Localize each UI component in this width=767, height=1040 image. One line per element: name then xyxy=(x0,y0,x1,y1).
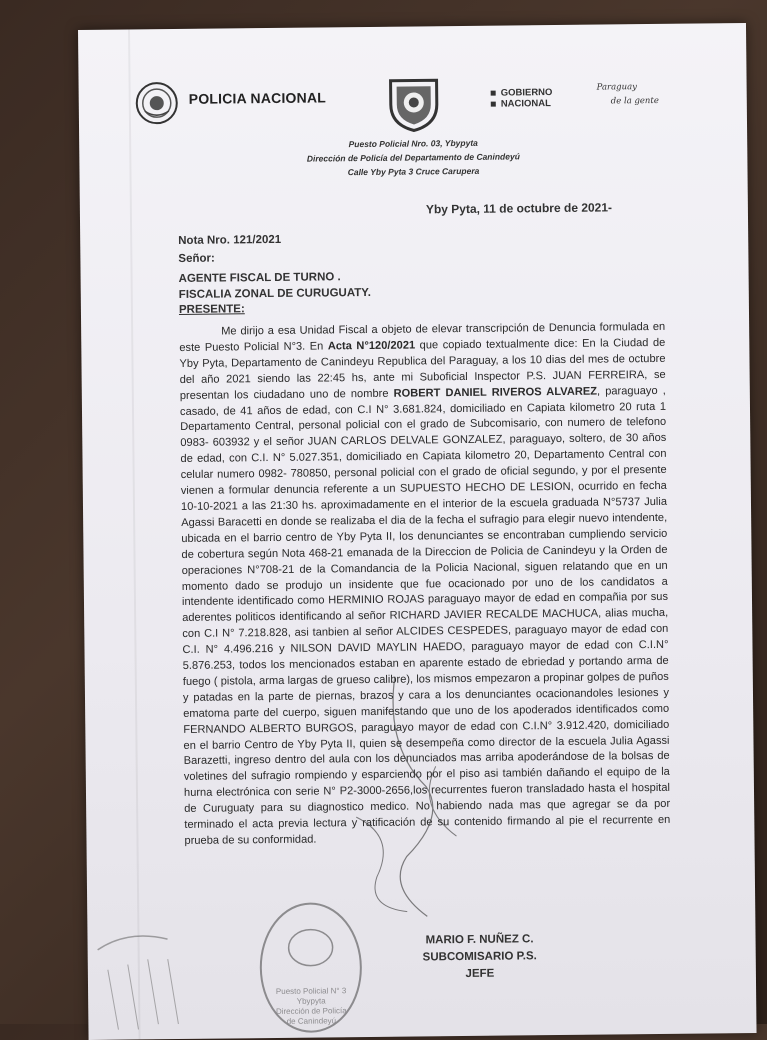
document-page xyxy=(78,23,757,1040)
svg-text:Puesto Policial N° 3: Puesto Policial N° 3 xyxy=(275,986,347,996)
gobierno-nacional-logo: GOBIERNO NACIONAL xyxy=(491,87,553,110)
paraguay-logo: Paraguay de la gente xyxy=(596,82,659,107)
signer-name: MARIO F. NUÑEZ C. xyxy=(425,933,534,947)
presente-heading: PRESENTE: xyxy=(178,303,245,316)
note-number: Nota Nro. 121/2021 xyxy=(178,233,282,247)
police-crest-icon xyxy=(384,74,443,133)
official-stamp-icon xyxy=(255,897,366,1038)
agency-name: POLICIA NACIONAL xyxy=(188,89,327,107)
office-address xyxy=(79,133,747,182)
salutation: Señor: xyxy=(178,252,215,265)
signer-rank: SUBCOMISARIO P.S. xyxy=(422,950,537,964)
office-line-2: Dirección de Policía del Departamento de Canindeyú xyxy=(306,151,520,164)
office-line-3: Calle Yby Pyta 3 Cruce Carupera xyxy=(347,165,480,178)
signer-role: JEFE xyxy=(465,967,495,980)
recipient-line-2: FISCALIA ZONAL DE CURUGUATY. xyxy=(178,286,371,301)
complainant-name: ROBERT DANIEL RIVEROS ALVAREZ xyxy=(393,385,598,400)
recipient xyxy=(179,269,371,303)
recipient-line-1: AGENTE FISCAL DE TURNO . xyxy=(178,271,341,285)
body-text xyxy=(179,320,670,850)
received-stamp-icon xyxy=(87,928,238,1040)
office-line-1: Puesto Policial Nro. 03, Ybypyta xyxy=(348,137,478,150)
svg-text:Dirección de Policía: Dirección de Policía xyxy=(275,1006,347,1016)
document-date: Yby Pyta, 11 de octubre de 2021- xyxy=(425,200,613,217)
signature-block xyxy=(379,931,580,984)
svg-text:Ybypyta: Ybypyta xyxy=(296,996,326,1006)
svg-text:de Canindeyú: de Canindeyú xyxy=(286,1016,337,1026)
acta-number: Acta N°120/2021 xyxy=(327,339,416,353)
national-seal-icon xyxy=(135,81,179,125)
body-paragraph: Me dirijo a esa Unidad Fiscal a objeto de elevar transcripción de Denuncia formulada en este Puesto Policial N°3. En Acta N°120/2021 que copiado textualmente dice: En la Ciudad de Yby Pyta, Departamento de Canindeyu Republica del Paraguay, a los 10 dias del mes de octubre del año 2021 siendo las 22:45 hs, ante mi Suboficial Inspector P.S. JUAN FERREIRA, se presentan los ciudadano uno de nombre ROBERT DANIEL RIVEROS ALVAREZ, paraguayo , casado, de 41 años de edad, con C.I N° 3.681.824, domiciliado en Capiata kilometro 20 ruta 1 Departamento Central, personal policial con el grado de Subcomisario, con numero de telefono 0983- 603932 y el señor JUAN CARLOS DELVALE GONZALEZ, paraguayo, soltero, de 30 años de edad, con C.I. N° 5.027.351, domiciliado en Capiata kilometro 20, Departamento Central con celular numero 0982- 780850, personal policial con el grado de oficial segundo, y por el presente vienen a formular denuncia referente a un SUPUESTO HECHO DE LESION, ocurrido en fecha 10-10-2021 a las 21:30 hs. aproximadamente en el interior de la escuela graduada N°5737 Julia Agassi Baracetti en donde se realizaba el dia de la fecha el sufragio para elegir nuevo intendente, ubicada en el barrio centro de Yby Pyta II, los denunciantes se encontraban cumpliendo servicio de cobertura según Nota 468-21 emanada de la Direccion de Policia de Canindeyu y la Orden de operaciones N°708-21 de la Comandancia de la Policia Nacional, siguen relatando que en un momento dado se produjo un insidente que fue ocacionado por uno de los candidatos a intendente identificado como HERMINIO ROJAS paraguayo mayor de edad en compañia por sus aderentes politicos identificando al señor RICHARD JAVIER RECALDE MACHUCA, alias mucha, con C.I N° 7.218.828, asi tanbien al señor ALCIDES CESPEDES, paraguayo mayor de edad con C.I. N° 4.496.216 y NILSON DAVID MAYLIN HAEDO, paraguayo mayor de edad con C.I.N° 5.876.253, todos los mencionados estaban en aparente estado de ebriedad y portando arma de fuego ( pistola, arma largas de grueso calibre), los mismos empezaron a propinar golpes de puños y patadas en la parte de piernas, brazos y cara a los denunciantes ocacionandoles lesiones y ematoma parte del cuerpo, siguen manifestando que uno de los apoderados identificados como FERNANDO ALBERTO BURGOS, paraguayo mayor de edad con C.I.N° 3.912.420, domiciliado en el barrio Centro de Yby Pyta II, quien se desempeña como director de la escuela Julia Agassi Barazetti, ingreso dentro del aula con los denunciados mas arriba apoderándose de la bolsas de voletines del sufragio rompiendo y esparciendo por el piso asi también dañando el equipo de la hurna electrónica con serie N° P2-3000-2656,los recurrentes fueron transladado hasta el hospital de Curuguaty para su diagnostico medico. No habiendo nada mas que agregar se da por terminado el acta previa lectura y ratificación de su contenido firmando al pie el recurrente en prueba de su conformidad. xyxy=(179,320,671,847)
